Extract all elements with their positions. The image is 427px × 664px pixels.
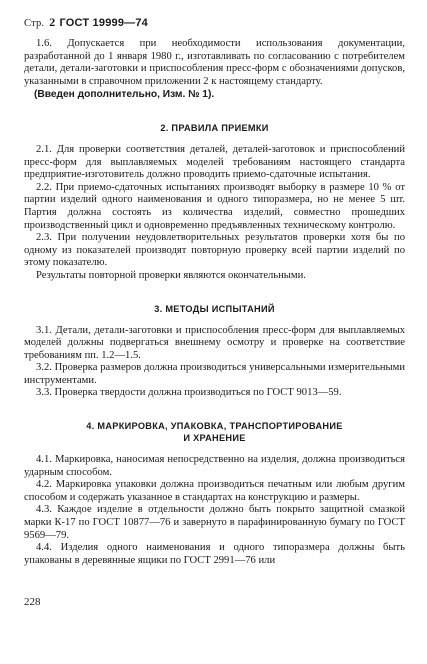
header-gost: ГОСТ 19999—74 [59,17,148,29]
paragraph-1-6: 1.6. Допускается при необходимости использования документации, разработанной до 1 января 1980 г., изготавливать по согласованию с потребителем детали, детали-заготовки и приспособления пресс-форм с обозначениями допусков, указанными в справочном приложении 2 к настоящему стандарту. [24,38,405,87]
paragraph-4-2: 4.2. Маркировка упаковки должна производиться печатным или любым другим способом и содержать указанное в стандартах на конструкцию и размеры. [24,479,405,503]
section-2-title: 2. ПРАВИЛА ПРИЕМКИ [160,122,269,133]
paragraph-2-results: Результаты повторной проверки являются окончательными. [36,269,306,281]
header-prefix: Стр. [24,18,45,29]
section-4-title-line-1: 4. МАРКИРОВКА, УПАКОВКА, ТРАНСПОРТИРОВАНИЕ [86,421,343,432]
section-3-title: 3. МЕТОДЫ ИСПЫТАНИЙ [154,303,275,314]
paragraph-3-1: 3.1. Детали, детали-заготовки и приспособления пресс-форм для выплавляемых моделей должны подвергаться внешнему осмотру и проверке на соответствие требованиям пп. 1.2—1.5. [24,324,405,361]
amendment-note: (Введен дополнительно, Изм. № 1). [34,89,215,101]
page-number: 228 [24,596,41,608]
header-page: 2 [49,15,56,29]
paragraph-4-3: 4.3. Каждое изделие в отдельности должно быть покрыто защитной смазкой марки К-17 по ГОСТ 10877—76 и завернуто в парафинированную бумагу по ГОСТ 9569—79. [24,504,405,541]
paragraph-3-2: 3.2. Проверка размеров должна производиться универсальными измерительными инструментами. [24,362,405,386]
paragraph-4-4: 4.4. Изделия одного наименования и одного типоразмера должны быть упакованы в деревянные ящики по ГОСТ 2991—76 или [24,542,405,566]
paragraph-2-1: 2.1. Для проверки соответствия деталей, деталей-заготовок и приспособлений пресс-форм для выплавляемых моделей требованиям настоящего стандарта предприятие-изготовитель должно проводить приемо-сдаточные испытания. [24,143,405,181]
paragraph-2-3: 2.3. При получении неудовлетворительных результатов проверки хотя бы по одному из показателей производят повторную проверку всей партии изделий по этому показателю. [24,232,405,269]
page-body [24,38,405,567]
section-4-title-line-2: И ХРАНЕНИЕ [183,433,246,444]
paragraph-4-1: 4.1. Маркировка, наносимая непосредственно на изделия, должна производиться ударным способом. [24,454,405,478]
paragraph-3-3: 3.3. Проверка твердости должна производиться по ГОСТ 9013—59. [36,387,342,399]
page-header [24,15,148,30]
paragraph-2-2: 2.2. При приемо-сдаточных испытаниях производят выборку в размере 10 % от партии изделий одного наименования и одного типоразмера, но не менее 5 шт. Партия должна состоять из количества изделий, совместно прошедших производственный цикл и одновременно предъявленных техническому контролю. [24,181,405,231]
